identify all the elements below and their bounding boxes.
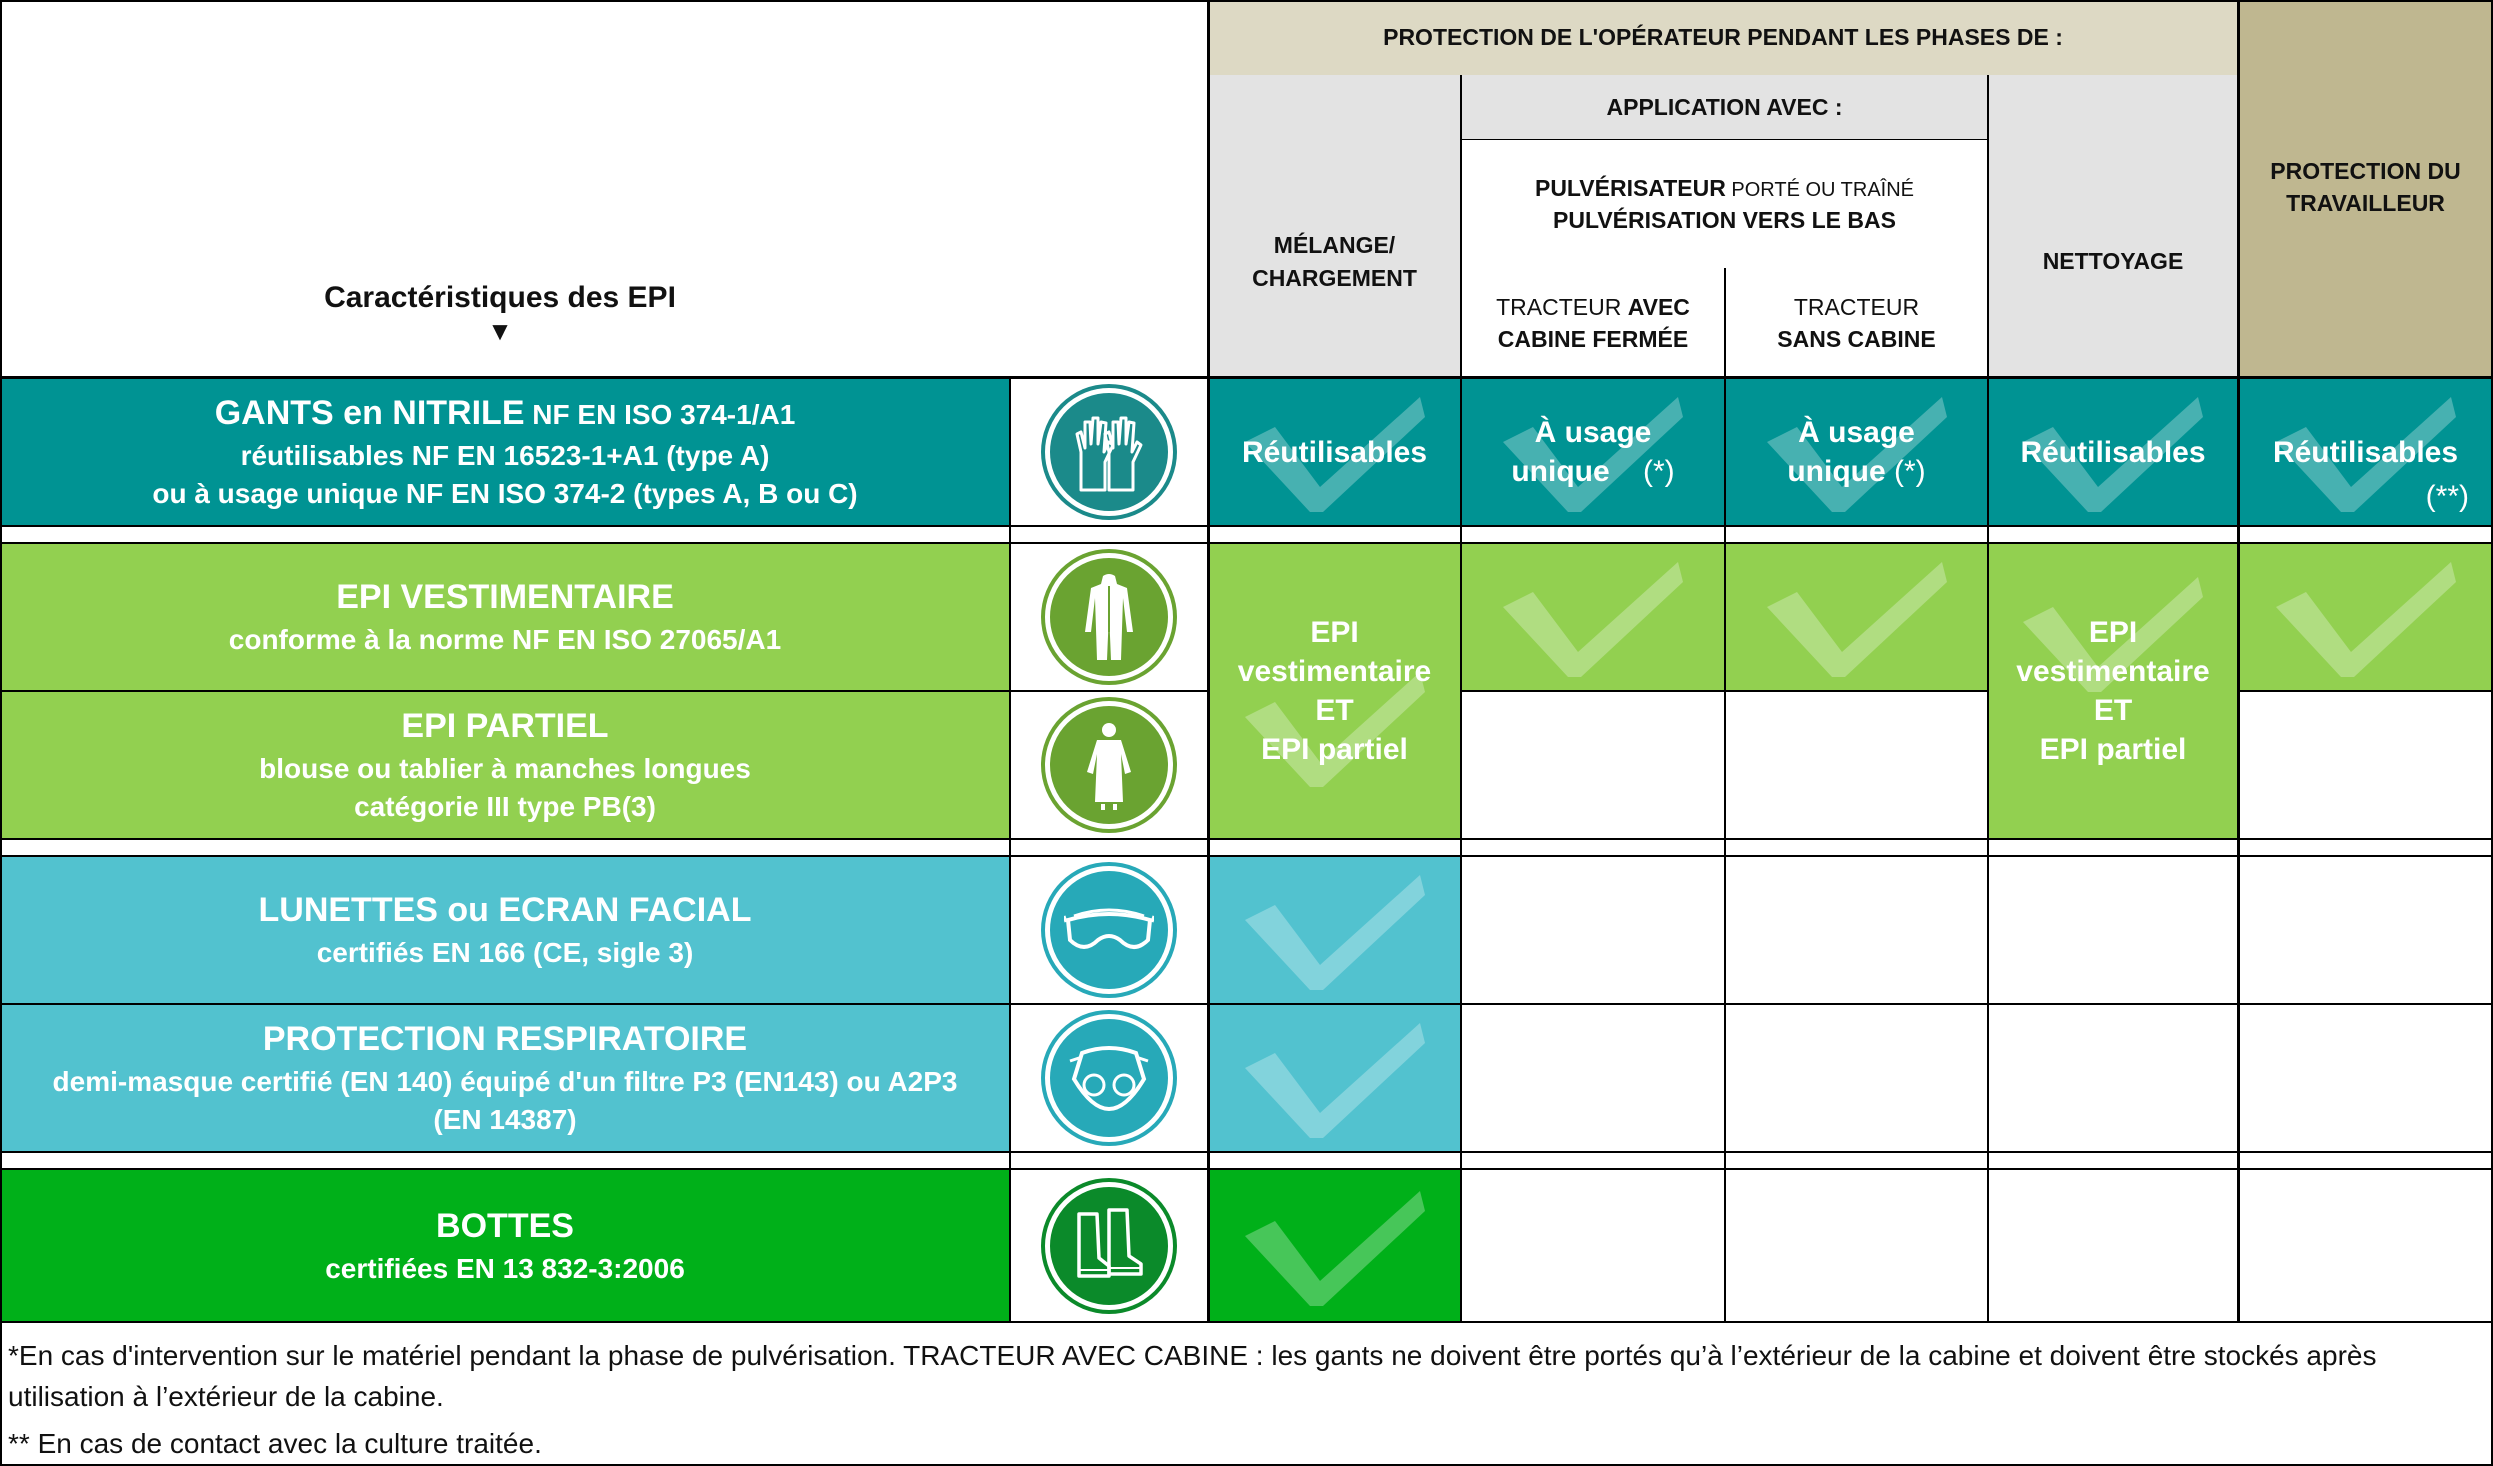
- respiratoire-melange-cell: [1208, 1004, 1461, 1152]
- nettoyage-epi-merged-cell: EPI vestimentaire ET EPI partiel: [1988, 543, 2238, 839]
- grid-line: [0, 525, 2493, 527]
- gants-nettoyage-cell: Réutilisables: [1988, 378, 2238, 526]
- down-arrow-icon: ▼: [487, 316, 513, 347]
- boots-icon: [1045, 1182, 1173, 1310]
- grid-line: [1461, 139, 1988, 140]
- respiratoire-label: PROTECTION RESPIRATOIRE demi-masque certifié (EN 140) équipé d'un filtre P3 (EN143) ou A2P3 (EN 14387): [0, 1004, 1010, 1152]
- goggles-icon: [1045, 866, 1173, 994]
- apron-icon: [1045, 701, 1173, 829]
- application-title: APPLICATION AVEC :: [1461, 75, 1988, 140]
- vestimentaire-label: EPI VESTIMENTAIRE conforme à la norme NF EN ISO 27065/A1: [0, 543, 1010, 691]
- gants-label: GANTS en NITRILE NF EN ISO 374-1/A1 réutilisables NF EN 16523-1+A1 (type A) ou à usage unique NF EN ISO 374-2 (types A, B ou C): [0, 378, 1010, 526]
- respiratoire-icon-cell: [1010, 1004, 1208, 1152]
- border-left: [0, 0, 2, 1466]
- footnote-1: *En cas d'intervention sur le matériel pendant la phase de pulvérisation. TRACTEUR AVEC CABINE : les gants ne doivent être portés qu’à l’extérieur de la cabine et doivent être stockés après utilisation à l’extérieur de la cabine.: [8, 1340, 2377, 1412]
- gants-melange-cell: Réutilisables: [1208, 378, 1461, 526]
- grid-line: [1009, 377, 1011, 1323]
- grid-line: [2237, 0, 2240, 1323]
- bottes-label: BOTTES certifiées EN 13 832-3:2006: [0, 1169, 1010, 1322]
- grid-line: [0, 1321, 2493, 1323]
- grid-line: [0, 1003, 2493, 1005]
- melange-header: MÉLANGE/ CHARGEMENT: [1208, 75, 1461, 378]
- gants-sans-cabine-cell: À usage unique (*): [1725, 378, 1988, 526]
- nettoyage-header: NETTOYAGE: [1988, 75, 2238, 378]
- phases-title: PROTECTION DE L'OPÉRATEUR PENDANT LES PHASES DE :: [1208, 0, 2238, 75]
- vestimentaire-travailleur-cell: [2238, 543, 2493, 691]
- coverall-icon: [1045, 553, 1173, 681]
- partiel-label: EPI PARTIEL blouse ou tablier à manches longues catégorie III type PB(3): [0, 691, 1010, 839]
- partiel-icon-cell: [1010, 691, 1208, 839]
- grid-line: [1987, 75, 1989, 1323]
- tracteur-cabine-header: TRACTEUR AVEC CABINE FERMÉE: [1461, 268, 1725, 378]
- lunettes-melange-cell: [1208, 856, 1461, 1004]
- spacer-row: [0, 1152, 2493, 1169]
- gants-icon-cell: [1010, 378, 1208, 526]
- grid-line: [0, 838, 2493, 840]
- grid-line: [1724, 268, 1726, 1323]
- grid-line: [0, 690, 1208, 692]
- melange-epi-merged-cell: EPI vestimentaire ET EPI partiel: [1208, 543, 1461, 839]
- bottes-icon-cell: [1010, 1169, 1208, 1322]
- grid-line: [0, 1168, 2493, 1170]
- bottes-melange-cell: [1208, 1169, 1461, 1322]
- pulverisateur-header: PULVÉRISATEUR PORTÉ OU TRAÎNÉ PULVÉRISATION VERS LE BAS: [1461, 140, 1988, 268]
- spacer-row: [0, 526, 2493, 543]
- grid-line: [0, 542, 2493, 544]
- grid-line: [0, 1151, 2493, 1153]
- lunettes-label: LUNETTES ou ECRAN FACIAL certifiés EN 166 (CE, sigle 3): [0, 856, 1010, 1004]
- border-top: [0, 0, 2493, 2]
- lunettes-icon-cell: [1010, 856, 1208, 1004]
- gants-cabine-cell: À usage unique (*): [1461, 378, 1725, 526]
- vestimentaire-icon-cell: [1010, 543, 1208, 691]
- travailleur-header: PROTECTION DU TRAVAILLEUR: [2238, 0, 2493, 378]
- tracteur-sans-cabine-header: TRACTEUR SANS CABINE: [1725, 268, 1988, 378]
- grid-line: [0, 855, 2493, 857]
- vestimentaire-cabine-cell: [1461, 543, 1725, 691]
- gants-travailleur-cell: Réutilisables (**): [2238, 378, 2493, 526]
- vestimentaire-sans-cabine-cell: [1725, 543, 1988, 691]
- grid-line: [2238, 690, 2493, 692]
- epi-characteristics-title: Caractéristiques des EPI: [324, 281, 676, 315]
- footnote-2: ** En cas de contact avec la culture traitée.: [8, 1428, 542, 1459]
- half-mask-icon: [1045, 1014, 1173, 1142]
- grid-line: [0, 376, 2493, 379]
- grid-line: [1460, 75, 1462, 1323]
- spacer-row: [0, 839, 2493, 856]
- gloves-icon: [1045, 388, 1173, 516]
- epi-characteristics-heading: [0, 268, 1000, 360]
- grid-line: [1207, 0, 1210, 1323]
